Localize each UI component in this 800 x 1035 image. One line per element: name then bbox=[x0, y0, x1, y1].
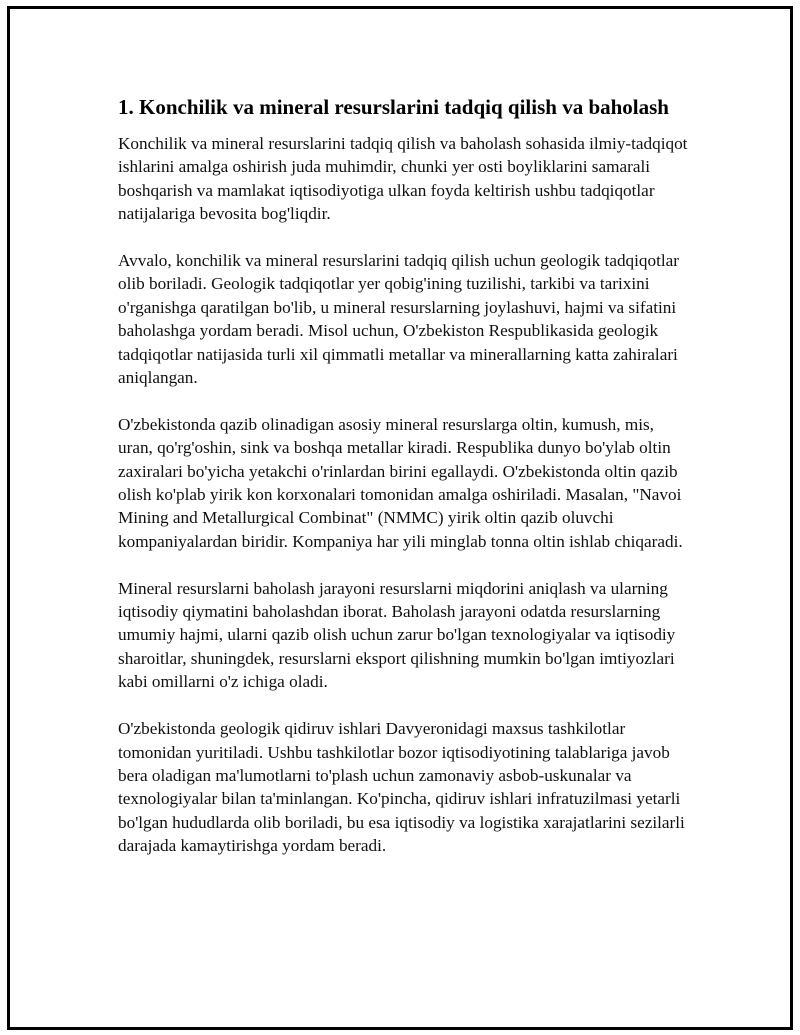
paragraph-1: Konchilik va mineral resurslarini tadqiq qilish va baholash sohasida ilmiy-tadqiqot ishlarini amalga oshirish juda muhimdir, chunki yer osti boyliklarini samarali boshqarish va mamlakat iqtisodiyotiga ulkan foyda keltirish ushbu tadqiqotlar natijalariga bevosita bog'liqdir. bbox=[118, 134, 688, 224]
paragraph-4: Mineral resurslarni baholash jarayoni resurslarni miqdorini aniqlash va ularning iqtisodiy qiymatini baholashdan iborat. Baholash jarayoni odatda resurslarning umumiy hajmi, ularni qazib olish uchun zarur bo'lgan texnologiyalar va iqtisodiy sharoitlar, shuningdek, resurslarni eksport qilishning mumkin bo'lgan imtiyozlari kabi omillarni o'z ichiga oladi. bbox=[118, 578, 676, 692]
document-body bbox=[118, 94, 690, 858]
section-heading: 1. Konchilik va mineral resurslarini tadqiq qilish va baholash bbox=[118, 95, 669, 119]
paragraph-2: Avvalo, konchilik va mineral resurslarini tadqiq qilish uchun geologik tadqiqotlar olib boriladi. Geologik tadqiqotlar yer qobig'ining tuzilishi, tarkibi va tarixini o'rganishga qaratilgan bo'lib, u mineral resurslarning joylashuvi, hajmi va sifatini baholashga yordam beradi. Misol uchun, O'zbekiston Respublikasida geologik tadqiqotlar natijasida turli xil qimmatli metallar va minerallarning katta zahiralari aniqlangan. bbox=[118, 251, 680, 388]
paragraph-3: O'zbekistonda qazib olinadigan asosiy mineral resurslarga oltin, kumush, mis, uran, qo'rg'oshin, sink va boshqa metallar kiradi. Respublika dunyo bo'ylab oltin zaxiralari bo'yicha yetakchi o'rinlardan birini egallaydi. O'zbekistonda oltin qazib olish ko'plab yirik kon korxonalari tomonidan amalga oshiriladi. Masalan, "Navoi Mining and Metallurgical Combinat" (NMMC) yirik oltin qazib oluvchi kompaniyalardan biridir. Kompaniya har yili minglab tonna oltin ishlab chiqaradi. bbox=[118, 414, 683, 551]
paragraph-5: O'zbekistonda geologik qidiruv ishlari Davyeronidagi maxsus tashkilotlar tomonidan yuritiladi. Ushbu tashkilotlar bozor iqtisodiyotining talablariga javob bera oladigan ma'lumotlarni to'plash uchun zamonaviy asbob-uskunalar va texnologiyalar bilan ta'minlangan. Ko'pincha, qidiruv ishlari infratuzilmasi yetarli bo'lgan hududlarda olib boriladi, bu esa iqtisodiy va logistika xarajatlarini sezilarli darajada kamaytirishga yordam beradi. bbox=[118, 719, 685, 856]
